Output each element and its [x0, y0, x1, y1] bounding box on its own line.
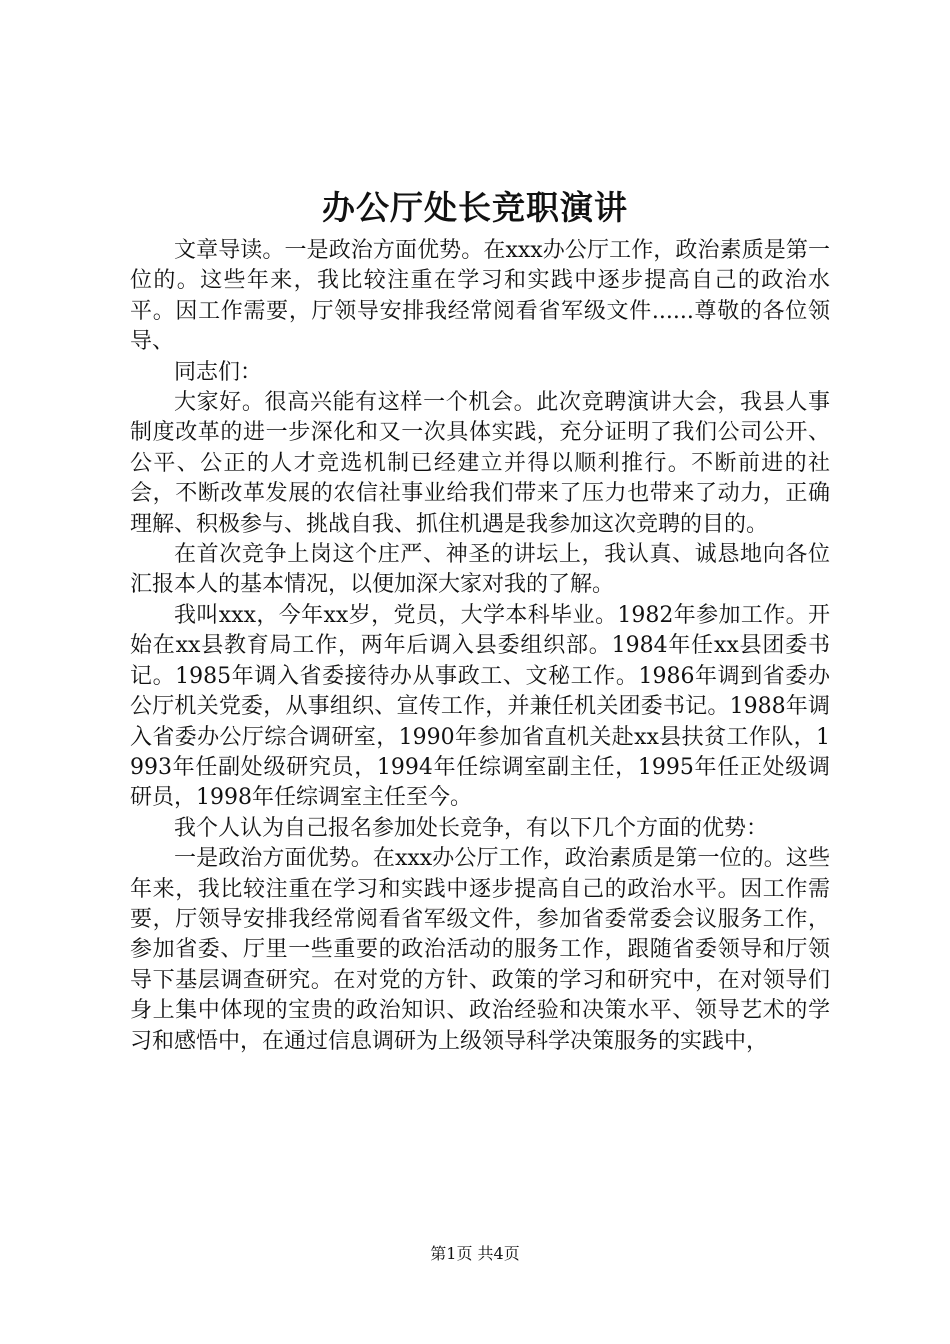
paragraph-greeting: 大家好。很高兴能有这样一个机会。此次竞聘演讲大会，我县人事制度改革的进一步深化和又一次具体实践，充分证明了我们公司公开、公平、公正的人才竞选机制已经建立并得以顺利推行。不断前进的社会，不断改革发展的农信社事业给我们带来了压力也带来了动力，正确理解、积极参与、挑战自我、抓住机遇是我参加这次竞聘的目的。	[130, 390, 830, 537]
paragraph-political-advantage: 一是政治方面优势。在xxx办公厅工作，政治素质是第一位的。这些年来，我比较注重在学习和实践中逐步提高自己的政治水平。因工作需要，厅领导安排我经常阅看省军级文件，参加省委常委会议服务工作，参加省委、厅里一些重要的政治活动的服务工作，跟随省委领导和厅领导下基层调查研究。在对党的方针、政策的学习和研究中，在对领导们身上集中体现的宝贵的政治知识、政治经验和决策水平、领导艺术的学习和感悟中，在通过信息调研为上级领导科学决策服务的实践中，	[130, 846, 830, 1054]
paragraph-advantages-intro: 我个人认为自己报名参加处长竞争，有以下几个方面的优势：	[174, 815, 769, 841]
paragraph-salutation: 同志们：	[174, 359, 263, 385]
document-body	[130, 236, 830, 1057]
document-title: 办公厅处长竞职演讲	[322, 188, 628, 227]
paragraph-resume: 我叫xxx，今年xx岁，党员，大学本科毕业。1982年参加工作。开始在xx县教育局工作，两年后调入县委组织部。1984年任xx县团委书记。1985年调入省委接待办从事政工、文秘工作。1986年调到省委办公厅机关党委，从事组织、宣传工作，并兼任机关团委书记。1988年调入省委办公厅综合调研室，1990年参加省直机关赴xx县扶贫工作队，1993年任副处级研究员，1994年任综调室副主任，1995年任正处级调研员，1998年任综调室主任至今。	[130, 602, 830, 811]
page-footer: 第1页 共4页	[430, 1244, 520, 1263]
paragraph-report: 在首次竞争上岗这个庄严、神圣的讲坛上，我认真、诚恳地向各位汇报本人的基本情况，以便加深大家对我的了解。	[130, 542, 830, 598]
paragraph-intro: 文章导读。一是政治方面优势。在xxx办公厅工作，政治素质是第一位的。这些年来，我比较注重在学习和实践中逐步提高自己的政治水平。因工作需要，厅领导安排我经常阅看省军级文件......尊敬的各位领导、	[130, 238, 830, 355]
